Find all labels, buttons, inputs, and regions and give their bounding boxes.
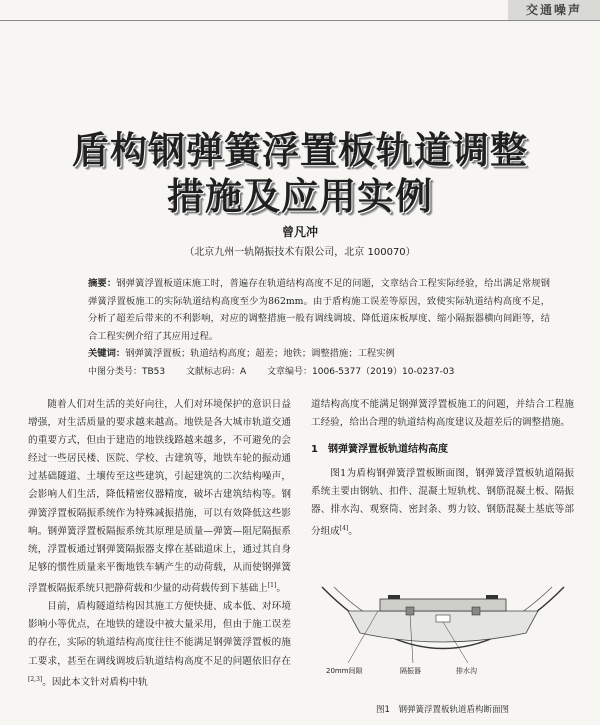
citation: [4] [339, 524, 349, 532]
rail-left [388, 595, 400, 599]
keywords-text: 钢弹簧浮置板；轨道结构高度；超差；地铁；调整措施；工程实例 [125, 348, 395, 359]
article-title-line2: 措施及应用实例 [167, 175, 433, 218]
abstract-label: 摘要： [88, 278, 117, 289]
floating-slab [380, 599, 506, 611]
figure-label: 排水沟 [456, 667, 477, 675]
body-paragraph: 目前，盾构隧道结构因其施工方便快捷、成本低、对环境影响小等优点，在地铁的建设中被大量采用，但由于施工误差的存在，实际的轨道结构高度往往不能满足钢弹簧浮置板的施工要求，甚至在调线调坡后轨道结构高度不足的问题依旧存在[2,3]。因此本文针对盾构中轨 [28, 601, 291, 688]
citation: [2,3] [28, 675, 43, 683]
figure-label: 20mm间隙 [326, 667, 363, 675]
drainage-ditch [436, 615, 450, 622]
keywords-label: 关键词： [88, 348, 126, 359]
body-right-column [311, 396, 574, 541]
rail-right [486, 595, 498, 599]
abstract [88, 275, 550, 345]
article-number: 文章编号：1006-5377（2019）10-0237-03 [267, 367, 455, 377]
figure-caption: 图1 钢弹簧浮置板轨道盾构断面图 [376, 705, 509, 715]
tunnel-cross-section-figure [318, 585, 568, 690]
clc-number: 中图分类号：TB53 [88, 367, 166, 377]
header-rule [0, 20, 600, 21]
figure-label: 隔振器 [400, 667, 421, 675]
body-paragraph: 道结构高度不能满足钢弹簧浮置板施工的问题，并结合工程施工经验，给出合理的轨道结构高度建议及超差后的调整措施。 [311, 399, 574, 429]
article-title-line1: 盾构钢弹簧浮置板轨道调整 [72, 129, 528, 172]
citation: [1] [267, 581, 277, 589]
classification-line [88, 364, 558, 380]
section-tag: 交通噪声 [508, 0, 600, 20]
document-code: 文献标志码：A [186, 367, 247, 377]
author-name: 曾凡冲 [281, 225, 318, 239]
isolator-right [472, 607, 480, 615]
section-heading: 1 钢弹簧浮置板轨道结构高度 [311, 444, 448, 456]
body-left-column [28, 396, 291, 692]
isolator-left [406, 607, 414, 615]
abstract-text: 钢弹簧浮置板道床施工时，普遍存在轨道结构高度不足的问题，文章结合工程实际经验，给出满足常规钢弹簧浮置板施工的实际轨道结构高度至少为862mm。由于盾构施工误差等原因，致使实际轨道结构高度不足，分析了超差后带来的不利影响，对应的调整措施一般有调线调坡、降低道床板厚度、缩小隔振器横向间距等，结合工程实例介绍了其应用过程。 [88, 278, 550, 342]
body-paragraph: 图1为盾构钢弹簧浮置板断面图，钢弹簧浮置板轨道隔振系统主要由钢轨、扣件、混凝土短轨枕、钢筋混凝土板、隔振器、排水沟、观察筒、密封条、剪力铰、钢筋混凝土基底等部分组成[4]。 [311, 468, 574, 537]
author-affiliation: （北京九州一轨隔振技术有限公司，北京 100070） [184, 247, 416, 258]
body-paragraph: 随着人们对生活的美好向往，人们对环境保护的意识日益增强，对生活质量的要求越来越高。地铁是各大城市轨道交通的重要方式，但由于建造的地铁线路越来越多，不可避免的会经过一些居民楼、医院、学校、古建筑等，地铁车轮的振动通过基础隧道、土壤传至这些建筑，引起建筑的二次结构噪声，会影响人们生活，降低精密仪器精度，破坏古建筑结构等。钢弹簧浮置板隔振系统作为特殊减振措施，可以有效降低这些影响。钢弹簧浮置板隔振系统其原理是质量—弹簧—阻尼隔振系统，浮置板通过钢弹簧隔振器支撑在基础道床上，通过其自身足够的惯性质量来平衡地铁车辆产生的动荷载，从而使钢弹簧浮置板隔振系统只把静荷载和少量的动荷载传到下基础上[1]。 [28, 399, 291, 595]
keywords [88, 345, 558, 362]
